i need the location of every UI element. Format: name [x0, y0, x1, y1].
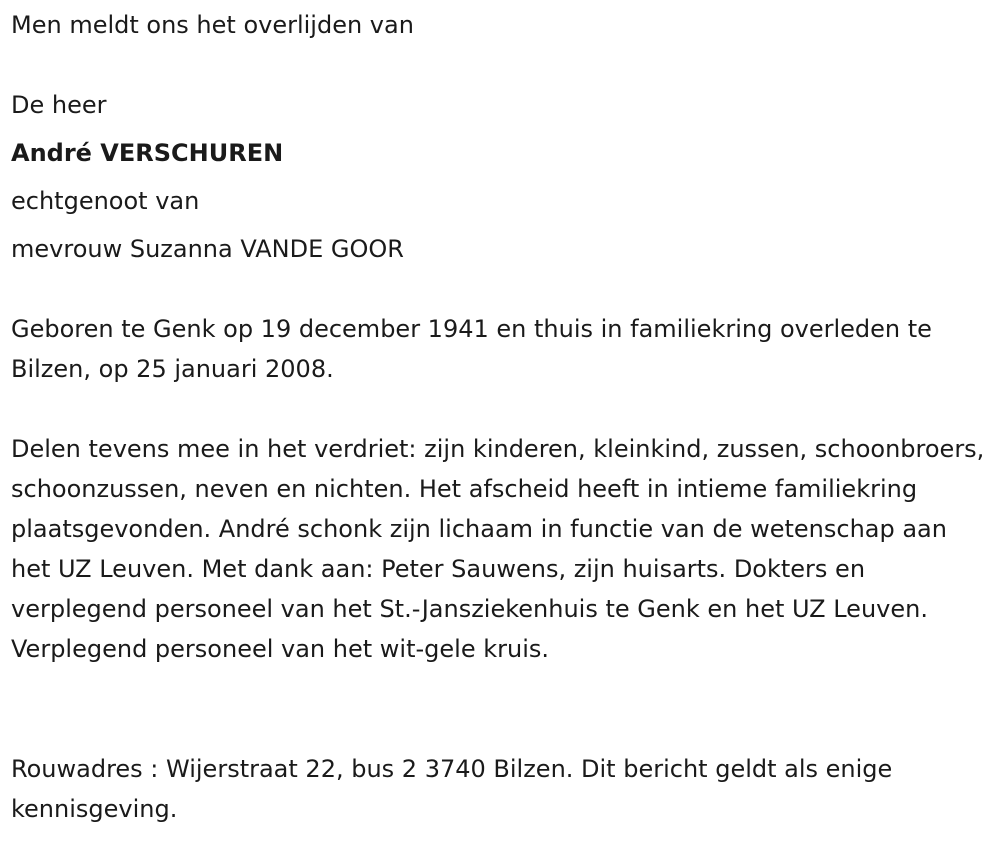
deceased-name: André VERSCHUREN — [11, 139, 284, 167]
address-paragraph: Rouwadres : Wijerstraat 22, bus 2 3740 Bilzen. Dit bericht geldt als enige kennisgeving. — [11, 755, 893, 823]
spouse-name: mevrouw Suzanna VANDE GOOR — [11, 235, 404, 263]
birth-death-paragraph: Geboren te Genk op 19 december 1941 en thuis in familiekring overleden te Bilzen, op 25 januari 2008. — [11, 315, 932, 383]
title-line: De heer — [11, 91, 107, 119]
intro-line: Men meldt ons het overlijden van — [11, 11, 414, 39]
grief-paragraph: Delen tevens mee in het verdriet: zijn kinderen, kleinkind, zussen, schoonbroers, schoonzussen, neven en nichten. Het afscheid heeft in intieme familiekring plaatsgevonden. André schonk zijn lichaam in functie van de wetenschap aan het UZ Leuven. Met dank aan: Peter Sauwens, zijn huisarts. Dokters en verplegend personeel van het St.-Jansziekenhuis te Genk en het UZ Leuven. Verplegend personeel van het wit-gele kruis. — [11, 435, 985, 663]
spouse-label: echtgenoot van — [11, 187, 200, 215]
